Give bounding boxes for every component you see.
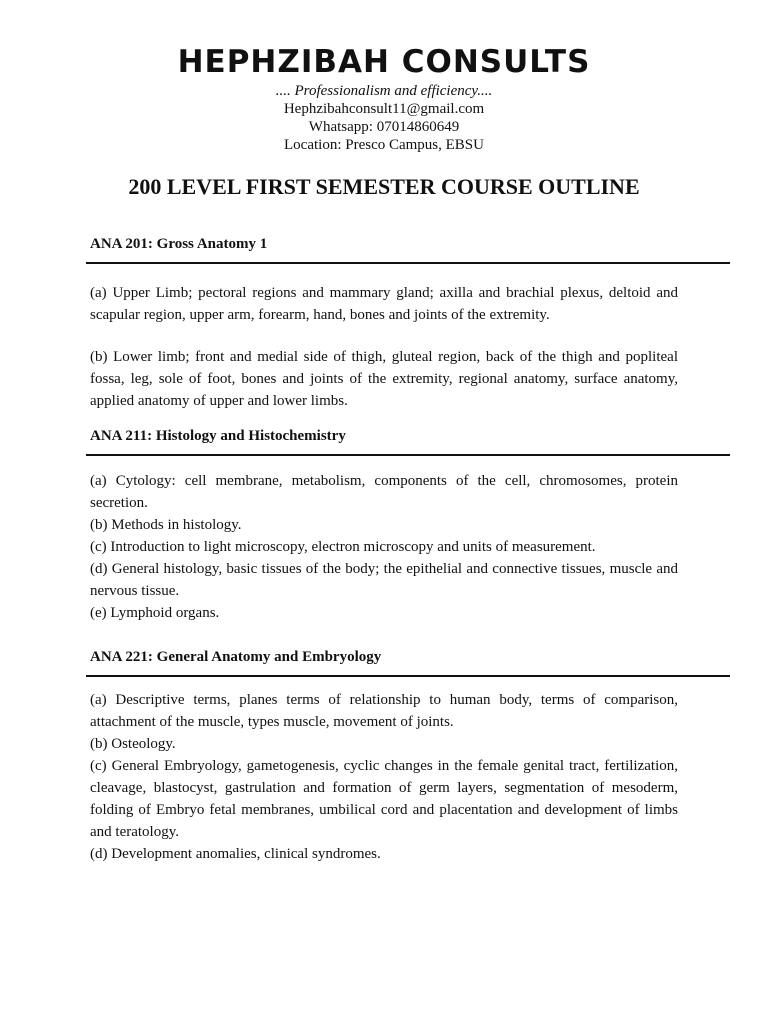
course-item: (c) General Embryology, gametogenesis, cyclic changes in the female genital tract, fertilization, cleavage, blastocyst, gastrulation and formation of germ layers, segmentation of mesoderm, folding of Embryo fetal membranes, umbilical cord and placentation and development of limbs and teratology. <box>90 758 678 840</box>
course-item: (a) Descriptive terms, planes terms of relationship to human body, terms of comparison, attachment of the muscle, types muscle, movement of joints. <box>90 692 678 730</box>
contact-email: Hephzibahconsult11@gmail.com <box>283 101 485 117</box>
course-section-ana-201 <box>90 234 730 412</box>
contact-whatsapp: Whatsapp: 07014860649 <box>308 119 460 135</box>
course-item: (d) Development anomalies, clinical syndromes. <box>90 846 381 862</box>
course-item: (e) Lymphoid organs. <box>90 605 220 621</box>
tagline: .... Professionalism and efficiency.... <box>275 83 493 99</box>
course-item: (a) Upper Limb; pectoral regions and mammary gland; axilla and brachial plexus, deltoid and scapular region, upper arm, forearm, hand, bones and joints of the extremity. <box>90 285 678 323</box>
course-item: (b) Lower limb; front and medial side of thigh, gluteal region, back of the thigh and popliteal fossa, leg, sole of foot, bones and joints of the extremity, regional anatomy, surface anatomy, applied anatomy of upper and lower limbs. <box>90 349 678 409</box>
course-section-ana-211 <box>90 426 730 624</box>
letterhead <box>0 0 768 154</box>
course-item: (b) Methods in histology. <box>90 517 242 533</box>
course-heading: ANA 211: Histology and Histochemistry <box>90 428 346 444</box>
course-item: (c) Introduction to light microscopy, electron microscopy and units of measurement. <box>90 539 596 555</box>
course-item: (d) General histology, basic tissues of the body; the epithelial and connective tissues, muscle and nervous tissue. <box>90 561 678 599</box>
contact-location: Location: Presco Campus, EBSU <box>284 137 484 153</box>
course-item: (a) Cytology: cell membrane, metabolism, components of the cell, chromosomes, protein secretion. <box>90 473 678 511</box>
heading-divider <box>86 262 730 264</box>
course-heading: ANA 201: Gross Anatomy 1 <box>90 236 268 252</box>
heading-divider <box>86 675 730 677</box>
heading-divider <box>86 454 730 456</box>
course-item: (b) Osteology. <box>90 736 176 752</box>
course-section-ana-221 <box>90 647 730 865</box>
course-heading: ANA 221: General Anatomy and Embryology <box>90 649 382 665</box>
document-title: 200 LEVEL FIRST SEMESTER COURSE OUTLINE <box>128 174 640 199</box>
company-name: HEPHZIBAH CONSULTS <box>177 44 591 80</box>
